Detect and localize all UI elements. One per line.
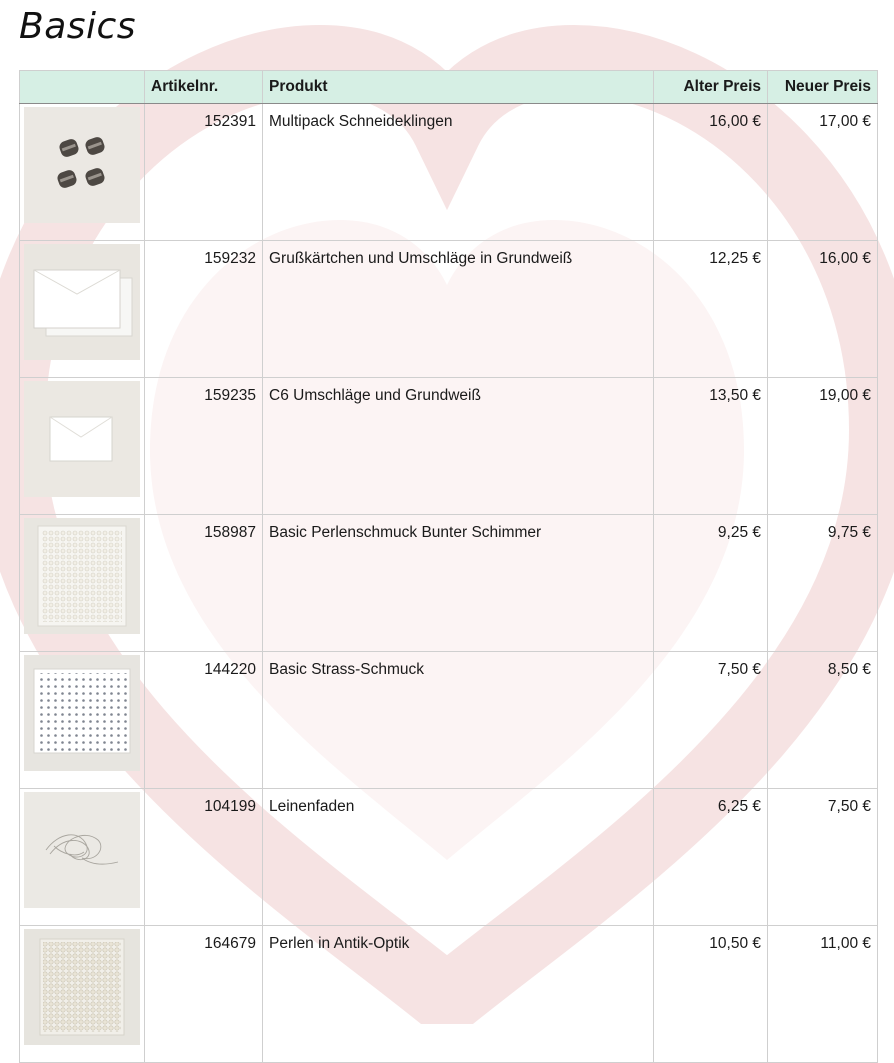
c6-envelope-image — [24, 381, 140, 497]
header-image — [20, 71, 145, 104]
article-no-cell: 152391 — [145, 104, 263, 241]
product-cell: Grußkärtchen und Umschläge in Grundweiß — [263, 241, 654, 378]
image-cell — [20, 515, 145, 652]
article-no-cell: 144220 — [145, 652, 263, 789]
new-price-cell: 16,00 € — [768, 241, 878, 378]
old-price-cell: 7,50 € — [654, 652, 768, 789]
article-no-cell: 164679 — [145, 926, 263, 1063]
old-price-cell: 12,25 € — [654, 241, 768, 378]
old-price-cell: 13,50 € — [654, 378, 768, 515]
article-no-cell: 159235 — [145, 378, 263, 515]
product-cell: Basic Strass-Schmuck — [263, 652, 654, 789]
image-cell — [20, 241, 145, 378]
page-title: Basics — [19, 6, 137, 47]
linen-thread-image — [24, 792, 140, 908]
rhinestone-sheet-image — [24, 655, 140, 771]
price-table — [19, 70, 878, 1063]
old-price-cell: 10,50 € — [654, 926, 768, 1063]
old-price-cell: 6,25 € — [654, 789, 768, 926]
image-cell — [20, 104, 145, 241]
product-cell: Basic Perlenschmuck Bunter Schimmer — [263, 515, 654, 652]
table-row — [20, 926, 878, 1063]
article-no-cell: 159232 — [145, 241, 263, 378]
table-row — [20, 378, 878, 515]
new-price-cell: 17,00 € — [768, 104, 878, 241]
new-price-cell: 7,50 € — [768, 789, 878, 926]
header-new-price: Neuer Preis — [768, 71, 878, 104]
header-product: Produkt — [263, 71, 654, 104]
table-row — [20, 241, 878, 378]
new-price-cell: 9,75 € — [768, 515, 878, 652]
old-price-cell: 9,25 € — [654, 515, 768, 652]
table-row — [20, 789, 878, 926]
product-cell: Leinenfaden — [263, 789, 654, 926]
cards-envelopes-image — [24, 244, 140, 360]
pearl-sheet-image — [24, 518, 140, 634]
new-price-cell: 19,00 € — [768, 378, 878, 515]
old-price-cell: 16,00 € — [654, 104, 768, 241]
image-cell — [20, 926, 145, 1063]
article-no-cell: 158987 — [145, 515, 263, 652]
product-cell: Multipack Schneideklingen — [263, 104, 654, 241]
header-article-no: Artikelnr. — [145, 71, 263, 104]
product-cell: Perlen in Antik-Optik — [263, 926, 654, 1063]
antique-pearls-image — [24, 929, 140, 1045]
article-no-cell: 104199 — [145, 789, 263, 926]
table-row — [20, 652, 878, 789]
table-row — [20, 104, 878, 241]
new-price-cell: 8,50 € — [768, 652, 878, 789]
header-row — [20, 71, 878, 104]
product-cell: C6 Umschläge und Grundweiß — [263, 378, 654, 515]
header-old-price: Alter Preis — [654, 71, 768, 104]
image-cell — [20, 378, 145, 515]
table-row — [20, 515, 878, 652]
cutting-blades-image — [24, 107, 140, 223]
image-cell — [20, 652, 145, 789]
image-cell — [20, 789, 145, 926]
new-price-cell: 11,00 € — [768, 926, 878, 1063]
